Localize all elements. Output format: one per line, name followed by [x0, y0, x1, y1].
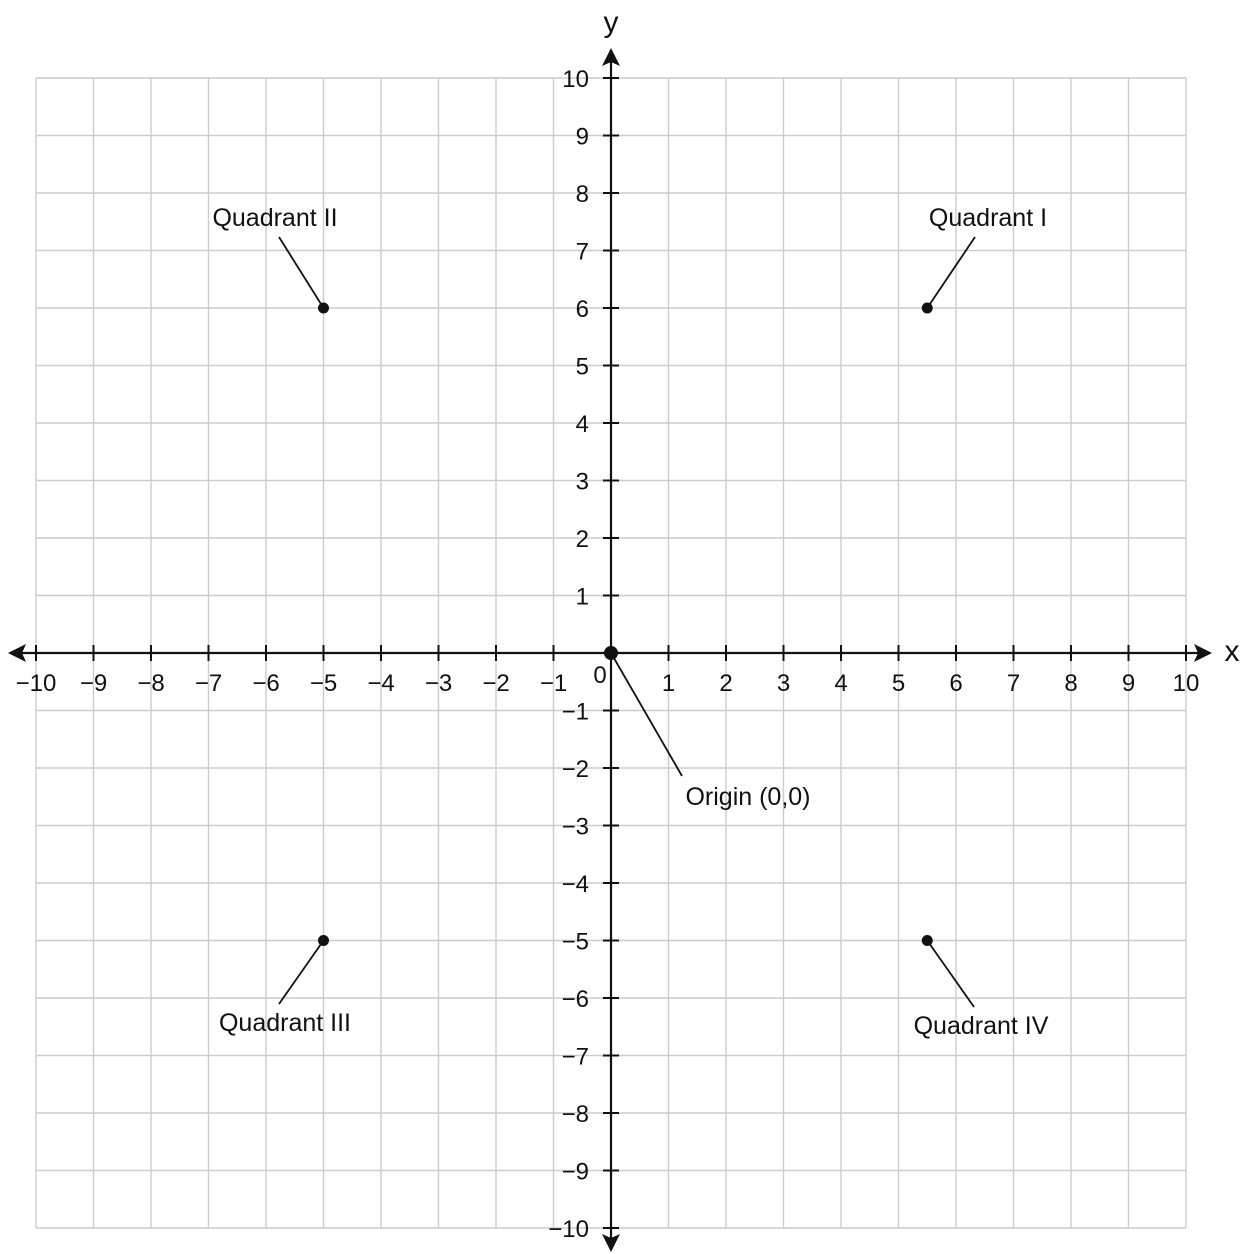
leader-line	[927, 237, 975, 308]
leader-line	[279, 237, 324, 308]
x-tick-label: −8	[137, 670, 165, 697]
x-tick-label: −3	[424, 670, 453, 697]
y-tick-label: −9	[561, 1158, 589, 1186]
x-tick-label: −2	[482, 670, 510, 697]
data-point	[922, 935, 933, 946]
data-point	[318, 303, 329, 314]
y-tick-label: 6	[575, 296, 589, 323]
y-tick-label: −1	[561, 698, 589, 726]
x-tick-label: 10	[1172, 670, 1200, 697]
point-label: Quadrant IV	[913, 1012, 1049, 1040]
x-tick-label: −10	[15, 670, 57, 697]
y-tick-label: 7	[575, 238, 589, 266]
x-tick-label: 9	[1121, 670, 1136, 697]
x-tick-label: 7	[1006, 670, 1021, 697]
x-tick-label: 2	[719, 670, 733, 697]
y-tick-label: 3	[575, 468, 589, 496]
origin-tick-label: 0	[593, 662, 607, 689]
x-tick-label: −9	[79, 670, 108, 697]
x-axis-label: x	[1224, 635, 1240, 668]
point-label: Origin (0,0)	[685, 783, 811, 811]
y-axis-label: y	[603, 6, 619, 39]
y-tick-label: 8	[575, 181, 589, 208]
data-point	[604, 646, 618, 660]
y-tick-label: −7	[561, 1043, 589, 1071]
y-tick-label: −5	[561, 928, 589, 956]
y-tick-label: −3	[561, 813, 589, 841]
y-tick-label: 1	[575, 583, 589, 611]
x-tick-label: −4	[367, 670, 395, 697]
y-tick-label: −4	[561, 871, 589, 898]
y-tick-label: −10	[548, 1216, 589, 1243]
x-tick-label: 1	[661, 670, 676, 697]
point-label: Quadrant I	[928, 204, 1048, 232]
y-tick-label: −6	[561, 986, 589, 1013]
x-tick-label: 4	[834, 670, 848, 697]
x-tick-label: −6	[252, 670, 280, 697]
point-label: Quadrant II	[212, 204, 338, 232]
x-tick-label: 8	[1064, 670, 1078, 697]
x-tick-label: −1	[539, 670, 568, 697]
y-tick-label: 4	[575, 411, 589, 438]
points	[212, 204, 1048, 1040]
leader-line	[927, 941, 974, 1008]
point-label: Quadrant III	[218, 1009, 352, 1037]
data-point	[318, 935, 329, 946]
x-tick-label: −7	[194, 670, 223, 697]
data-point	[922, 303, 933, 314]
y-tick-label: 9	[575, 123, 589, 151]
x-tick-label: 3	[776, 670, 791, 697]
y-tick-label: 10	[562, 66, 589, 93]
x-tick-label: 5	[891, 670, 906, 697]
y-tick-label: 5	[575, 353, 589, 381]
y-tick-label: 2	[575, 526, 589, 553]
x-tick-label: 6	[949, 670, 963, 697]
leader-line	[279, 941, 324, 1005]
y-tick-label: −8	[561, 1101, 589, 1128]
y-tick-label: −2	[561, 756, 589, 783]
x-tick-label: −5	[309, 670, 338, 697]
